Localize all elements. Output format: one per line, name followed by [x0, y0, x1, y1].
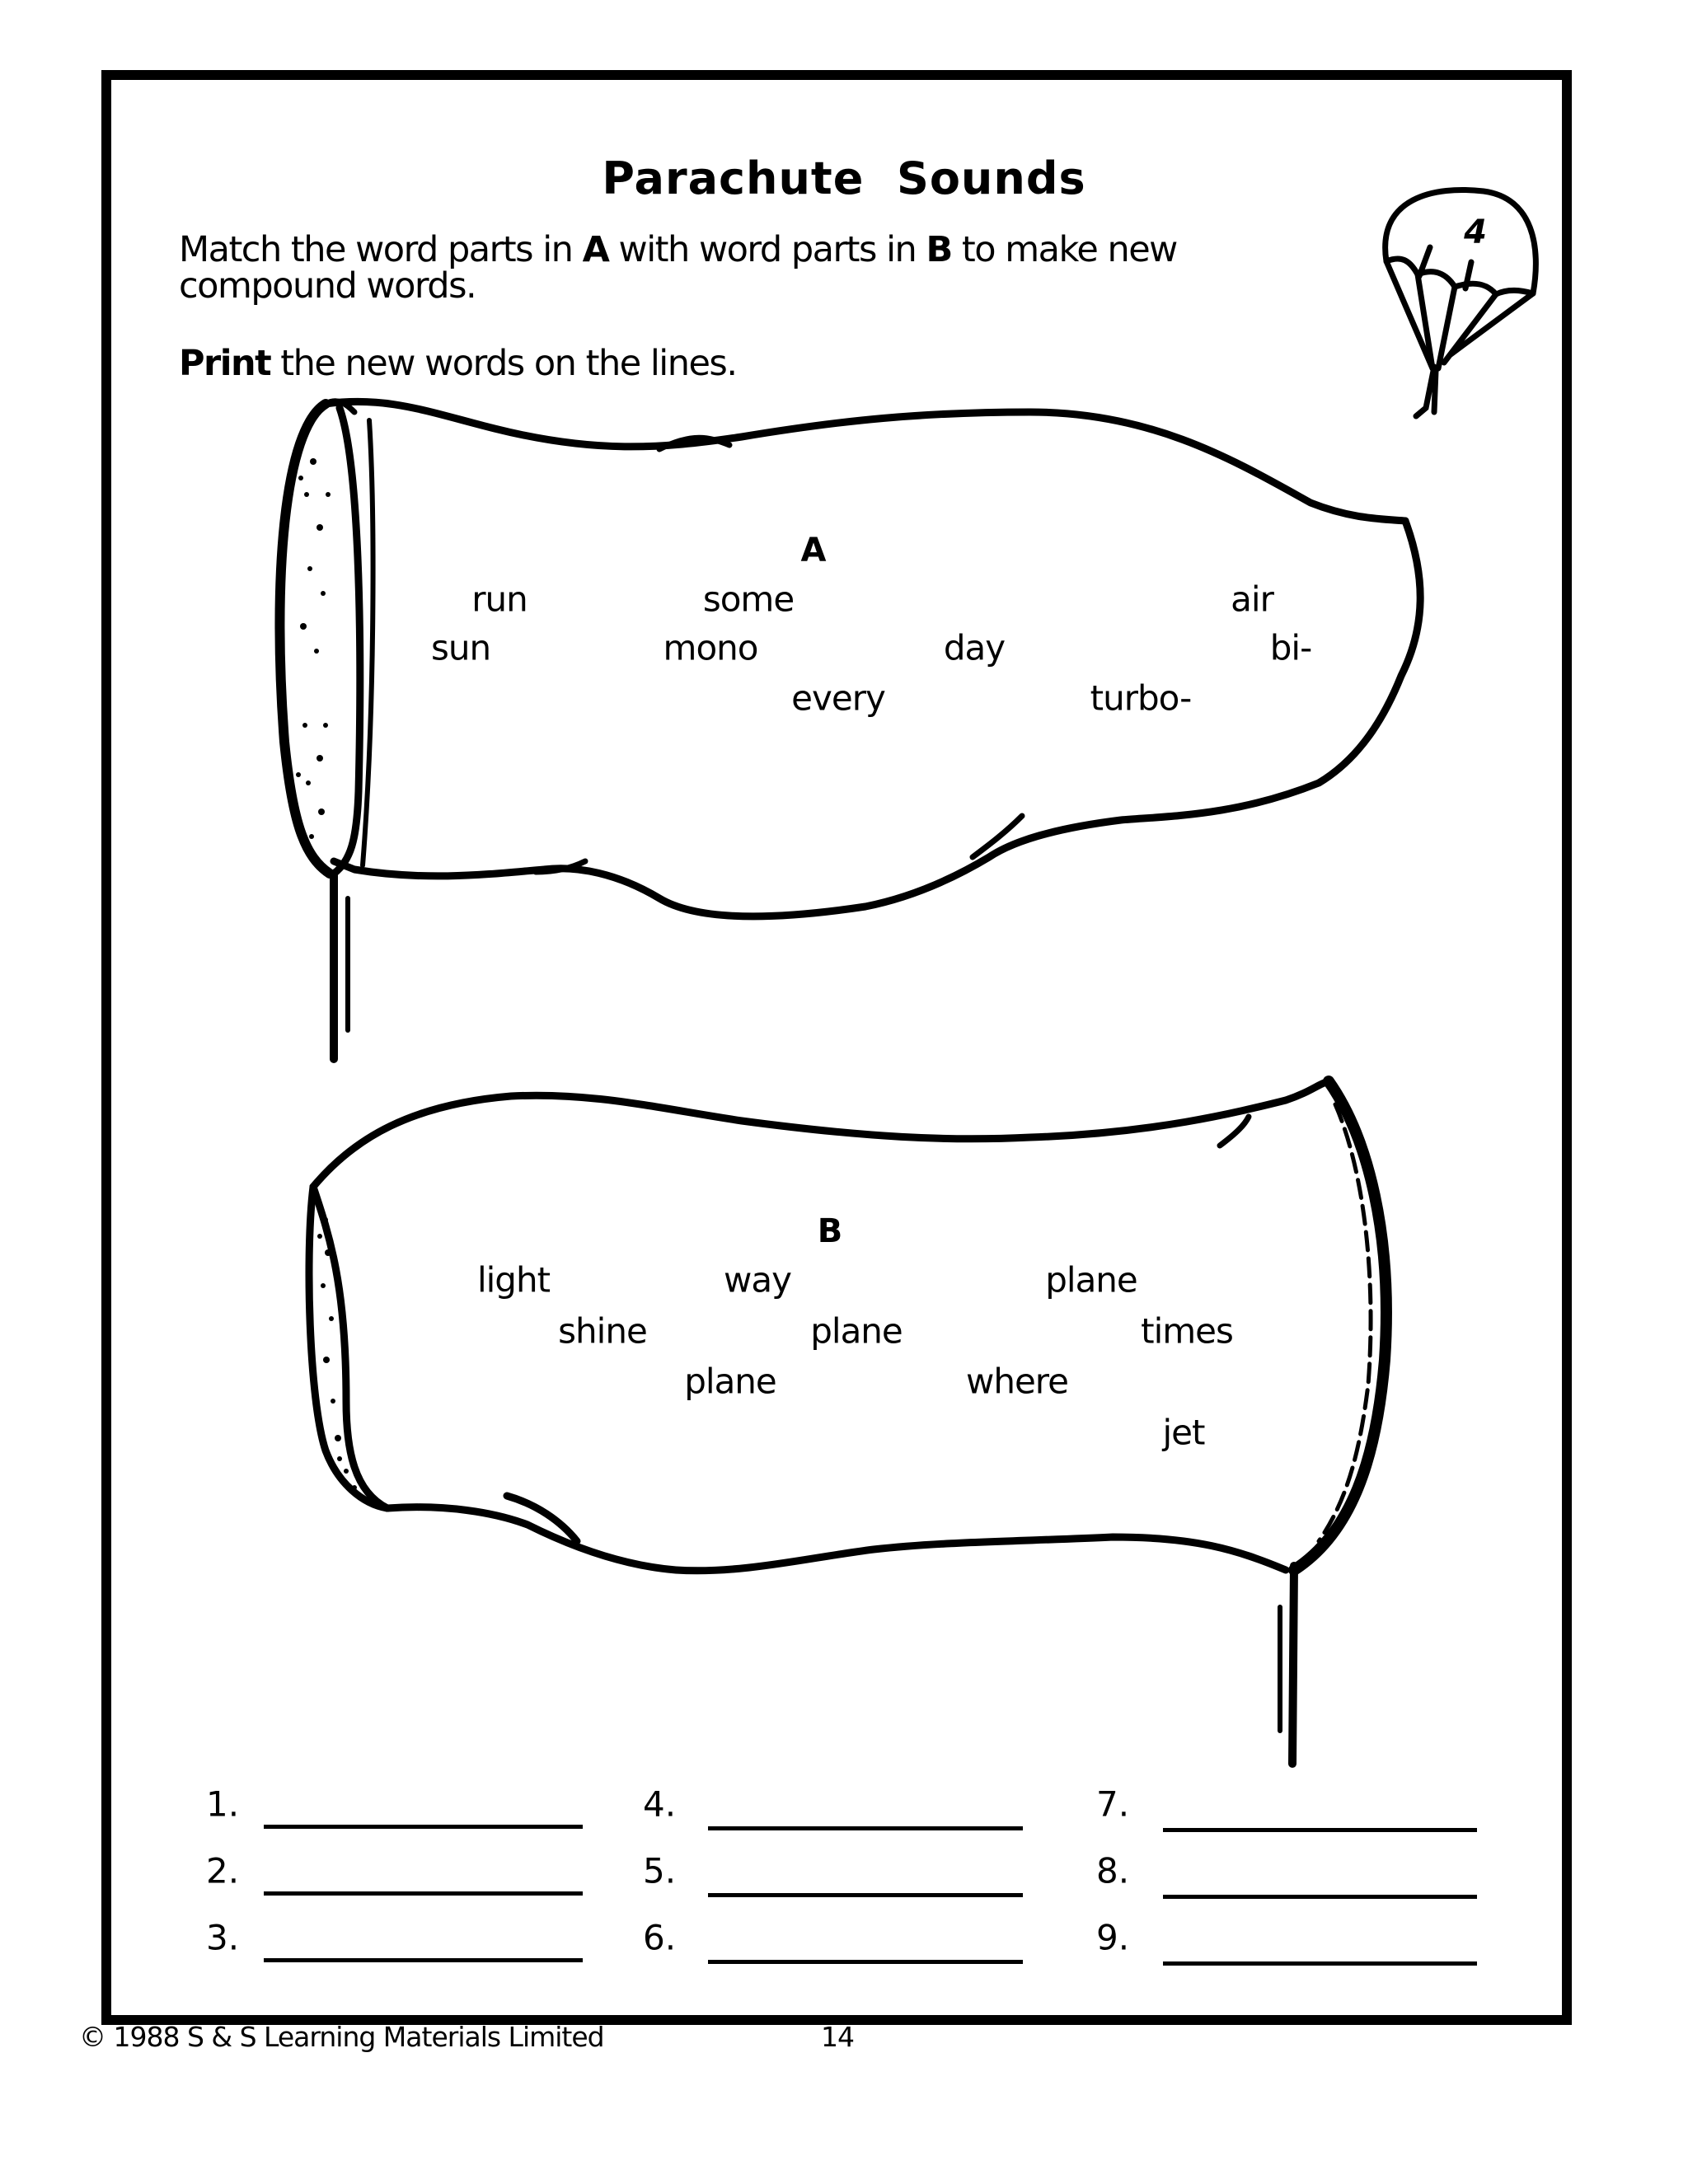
word-part-a: bi- — [1269, 627, 1312, 668]
answer-number: 9. — [1096, 1917, 1130, 1958]
word-part-a: turbo- — [1090, 677, 1192, 719]
answer-number: 2. — [206, 1850, 240, 1891]
answer-line-2[interactable] — [264, 1891, 583, 1896]
answer-line-3[interactable] — [264, 1958, 583, 1962]
word-part-a: day — [943, 627, 1006, 668]
copyright: © 1988 S & S Learning Materials Limited — [79, 2021, 604, 2053]
word-part-b: way — [724, 1259, 791, 1301]
instruction-line-1 — [179, 231, 1177, 269]
group-a-label: A — [800, 532, 827, 569]
answer-number: 5. — [643, 1850, 677, 1891]
word-part-a: sun — [430, 627, 491, 668]
answer-number: 3. — [206, 1917, 240, 1958]
windsock-b-icon — [309, 1081, 1386, 1764]
answer-line-1[interactable] — [264, 1825, 583, 1829]
word-part-a: mono — [663, 627, 758, 668]
instruction-text: to make new — [951, 229, 1177, 270]
word-part-a: run — [471, 579, 528, 620]
answer-line-9[interactable] — [1163, 1961, 1477, 1966]
word-part-a: every — [791, 677, 885, 719]
print-instruction — [179, 344, 737, 382]
word-part-b: plane — [684, 1361, 776, 1402]
parachute-number: 4 — [1464, 213, 1487, 251]
word-part-a: some — [702, 579, 795, 620]
word-part-b: light — [476, 1259, 551, 1301]
instruction-text: with word parts in — [608, 229, 926, 270]
answer-number: 1. — [206, 1783, 240, 1825]
print-label: Print — [179, 343, 271, 384]
answer-line-7[interactable] — [1163, 1828, 1477, 1832]
instruction-group-b: B — [926, 229, 952, 270]
answer-line-6[interactable] — [708, 1960, 1023, 1964]
instruction-text: Match the word parts in — [179, 229, 583, 270]
windsock-a-icon — [279, 401, 1420, 1059]
word-part-b: jet — [1162, 1412, 1205, 1453]
instruction-group-a: A — [582, 229, 609, 270]
windsock-a-texture — [296, 458, 331, 839]
instruction-line-2: compound words. — [179, 265, 476, 307]
word-part-b: shine — [558, 1310, 647, 1352]
answer-number: 8. — [1096, 1850, 1130, 1891]
answer-line-5[interactable] — [708, 1893, 1023, 1897]
word-part-a: air — [1231, 579, 1273, 620]
word-part-b: plane — [1045, 1259, 1137, 1301]
word-part-b: plane — [810, 1310, 903, 1352]
answer-number: 6. — [643, 1917, 677, 1958]
word-part-b: times — [1141, 1310, 1233, 1352]
answer-line-4[interactable] — [708, 1826, 1023, 1830]
page-number: 14 — [821, 2021, 854, 2053]
group-b-label: B — [817, 1212, 843, 1250]
answer-number: 7. — [1096, 1783, 1130, 1825]
word-part-b: where — [966, 1361, 1068, 1402]
parachute-icon — [1386, 190, 1536, 416]
answer-line-8[interactable] — [1163, 1895, 1477, 1899]
answer-number: 4. — [643, 1783, 677, 1825]
page-title: Parachute Sounds — [602, 152, 1086, 204]
print-text: the new words on the lines. — [270, 343, 737, 384]
